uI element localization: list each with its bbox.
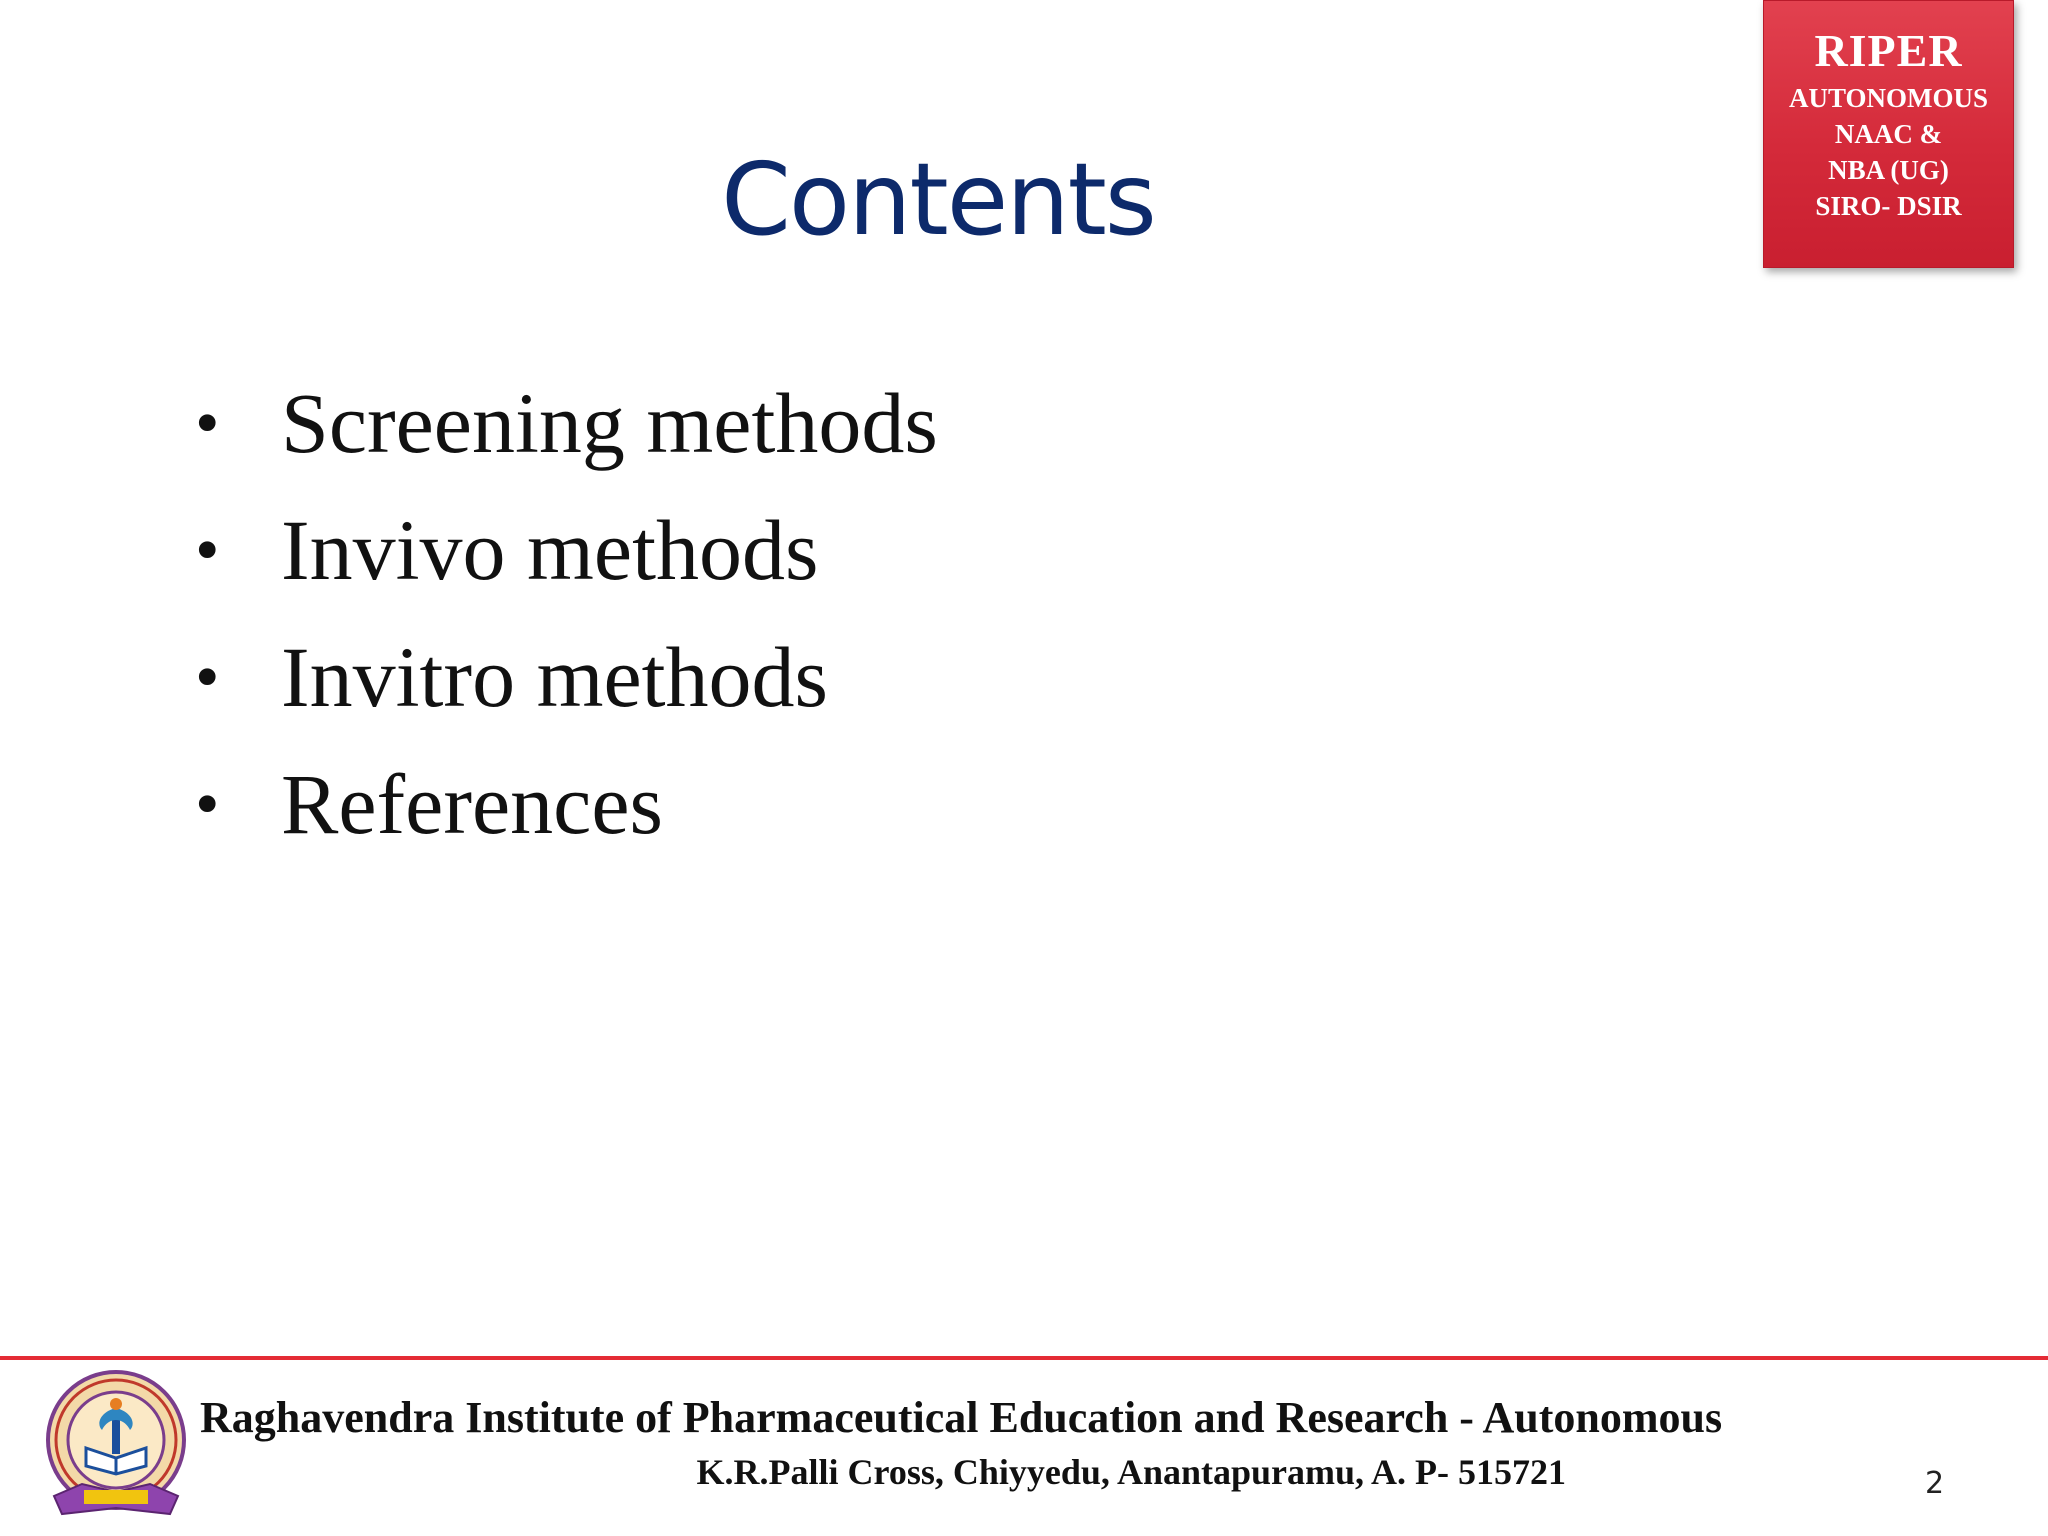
bullet-icon: • [195, 385, 220, 462]
badge-line: SIRO- DSIR [1815, 191, 1962, 221]
badge-title: RIPER [1814, 25, 1963, 76]
slide-title: Contents [721, 141, 1155, 258]
list-item-text: Invitro methods [281, 629, 828, 725]
badge-line: NBA (UG) [1828, 155, 1949, 185]
badge-line: NAAC & [1834, 119, 1943, 149]
list-item [195, 741, 938, 868]
list-item-text: References [281, 756, 663, 852]
institute-name: Raghavendra Institute of Pharmaceutical Education and Research - Autonomous [200, 1393, 1723, 1442]
contents-list [195, 360, 938, 868]
list-item [195, 614, 938, 741]
badge-line: AUTONOMOUS [1788, 83, 1989, 113]
bullet-icon: • [195, 512, 220, 589]
institution-seal-icon [40, 1368, 192, 1528]
page-number: 2 [1925, 1466, 1945, 1501]
footer-divider [0, 1356, 2048, 1360]
institute-address: K.R.Palli Cross, Chiyyedu, Anantapuramu, A. P- 515721 [696, 1452, 1566, 1492]
list-item [195, 360, 938, 487]
list-item-text: Screening methods [281, 375, 938, 471]
bullet-icon: • [195, 766, 220, 843]
list-item-text: Invivo methods [281, 502, 819, 598]
list-item [195, 487, 938, 614]
bullet-icon: • [195, 639, 220, 716]
